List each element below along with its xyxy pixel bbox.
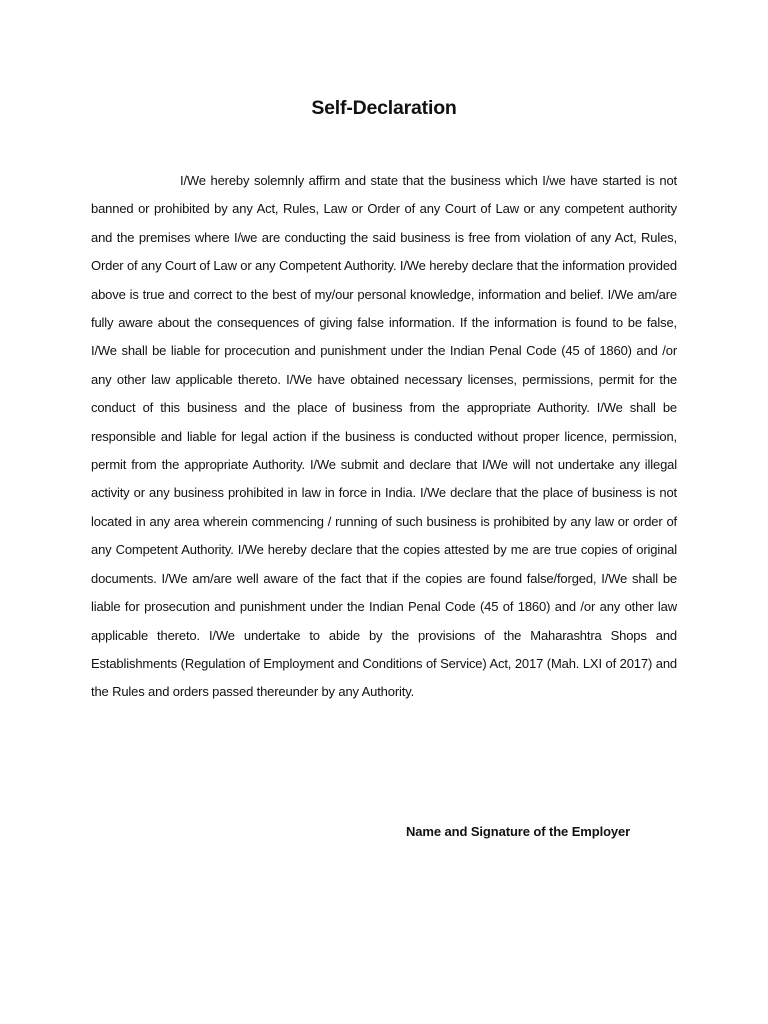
- signature-label: Name and Signature of the Employer: [406, 824, 631, 839]
- document-title: Self-Declaration: [311, 97, 457, 119]
- declaration-paragraph: I/We hereby solemnly affirm and state that the business which I/we have started is not banned or prohibited by any Act, Rules, Law or Order of any Court of Law or any competent authority and the premises where I/we are conducting the said business is free from violation of any Act, Rules, Order of any Court of Law or any Competent Authority. I/We hereby declare that the information provided above is true and correct to the best of my/our personal knowledge, information and belief. I/We am/are fully aware about the consequences of giving false information. If the information is found to be false, I/We shall be liable for procecution and punishment under the Indian Penal Code (45 of 1860) and /or any other law applicable thereto. I/We have obtained necessary licenses, permissions, permit for the conduct of this business and the place of business from the appropriate Authority. I/We shall be responsible and liable for legal action if the business is conducted without proper licence, permission, permit from the appropriate Authority. I/We submit and declare that I/We will not undertake any illegal activity or any business prohibited in law in force in India. I/We declare that the place of business is not located in any area wherein commencing / running of such business is prohibited by any law or order of any Competent Authority. I/We hereby declare that the copies attested by me are true copies of original documents. I/We am/are well aware of the fact that if the copies are found false/forged, I/We shall be liable for prosecution and punishment under the Indian Penal Code (45 of 1860) and /or any other law applicable thereto. I/We undertake to abide by the provisions of the Maharashtra Shops and Establishments (Regulation of Employment and Conditions of Service) Act, 2017 (Mah. LXI of 2017) and the Rules and orders passed thereunder by any Authority.: [91, 173, 677, 700]
